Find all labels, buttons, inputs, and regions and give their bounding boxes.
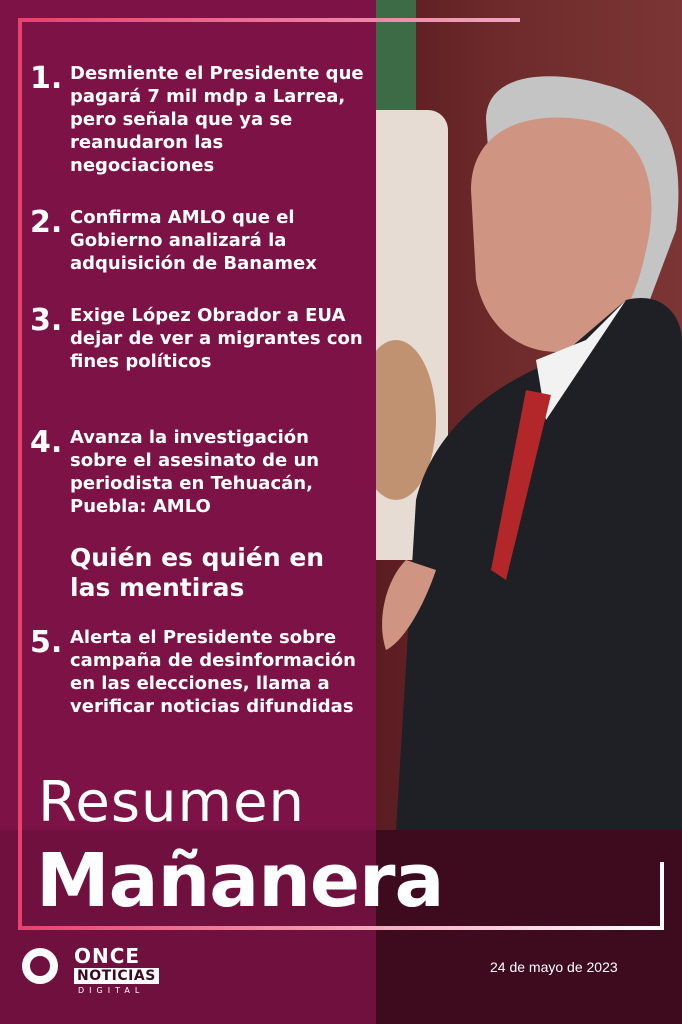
headline-text: Avanza la investigación sobre el asesinato de un periodista en Tehuacán, Puebla: AMLO	[70, 427, 320, 517]
frame-top-line	[22, 18, 520, 22]
logo-once-text: ONCE	[74, 944, 141, 968]
headline-text: Confirma AMLO que el Gobierno analizará la adquisición de Banamex	[70, 207, 317, 274]
logo-digital-text: DIGITAL	[78, 986, 145, 995]
speaker-photo	[376, 0, 682, 830]
speaker-silhouette	[376, 0, 682, 830]
headline-number: 2.	[30, 205, 63, 240]
headline-text: Alerta el Presidente sobre campaña de desinformación en las elecciones, llama a verificar noticias difundidas	[70, 627, 356, 717]
publish-date: 24 de mayo de 2023	[490, 959, 618, 975]
headline-number: 1.	[30, 61, 63, 96]
once-noticias-logo	[22, 946, 182, 1002]
headline-item-2	[30, 206, 370, 278]
section-subtitle: Quién es quién en las mentiras	[70, 543, 325, 602]
frame-left-line	[18, 18, 22, 930]
title-resumen: Resumen	[38, 770, 306, 835]
headline-number: 3.	[30, 303, 63, 338]
headline-item-5	[30, 626, 370, 766]
headline-text: Desmiente el Presidente que pagará 7 mil mdp a Larrea, pero señala que ya se reanudaron las negociaciones	[70, 63, 364, 176]
headline-number: 4.	[30, 425, 63, 460]
headline-item-1	[30, 62, 370, 182]
logo-ring-icon	[22, 948, 58, 984]
headline-item-3	[30, 304, 370, 400]
title-mananera: Mañanera	[36, 838, 444, 924]
logo-noticias-text: NOTICIAS	[74, 968, 159, 984]
headline-number: 5.	[30, 625, 63, 660]
headline-text: Exige López Obrador a EUA dejar de ver a migrantes con fines políticos	[70, 305, 363, 372]
frame-bottom-line	[18, 926, 664, 930]
headline-item-4	[30, 426, 370, 522]
frame-right-line	[660, 862, 664, 930]
